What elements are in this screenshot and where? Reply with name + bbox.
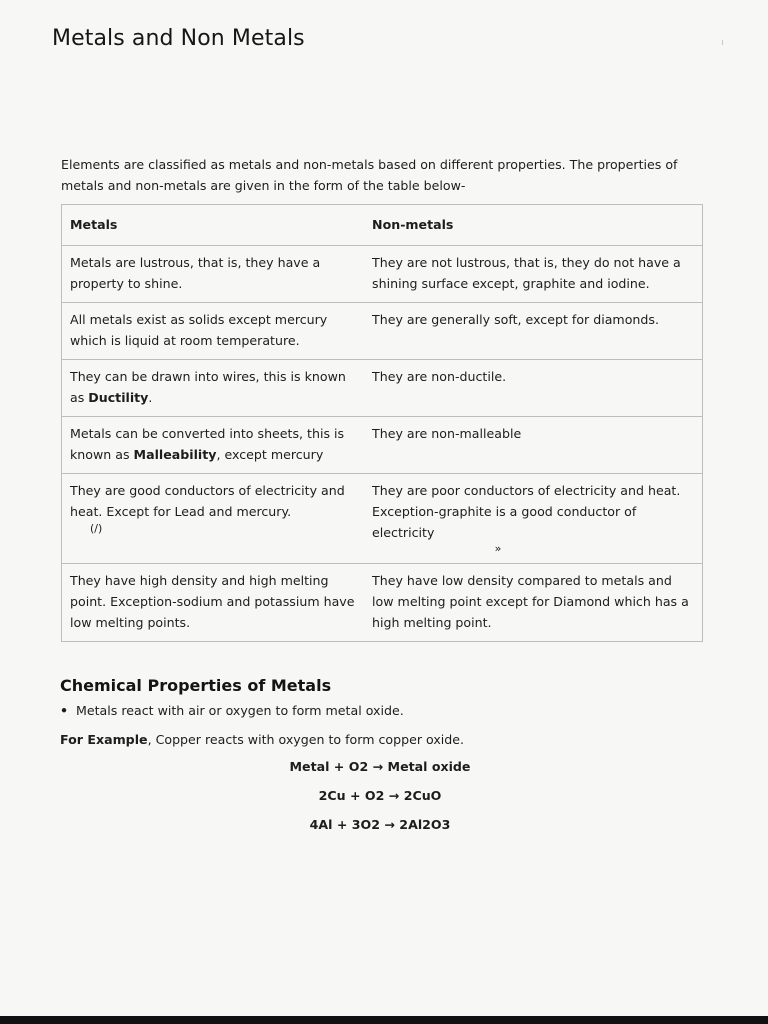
metal-cell bbox=[62, 303, 365, 360]
metal-cell bbox=[62, 474, 365, 564]
header-metals: Metals bbox=[62, 205, 365, 246]
table-row bbox=[62, 417, 703, 474]
nonmetal-cell: They are generally soft, except for diamonds. bbox=[364, 303, 702, 360]
equation-metal-oxide: Metal + O2 → Metal oxide bbox=[289, 759, 471, 774]
table-row bbox=[62, 303, 703, 360]
table-row bbox=[62, 360, 703, 417]
section-heading: Chemical Properties of Metals bbox=[60, 676, 332, 695]
equation-copper-oxide: 2Cu + O2 → 2CuO bbox=[318, 788, 442, 803]
table-row bbox=[62, 564, 703, 642]
page-corner-mark bbox=[722, 40, 723, 45]
nonmetal-cell: They have low density compared to metals and low melting point except for Diamond which has a high melting point. bbox=[364, 564, 702, 642]
metals-nonmetals-table bbox=[61, 204, 703, 642]
metal-text: All metals exist as solids except mercury which is liquid at room temperature. bbox=[70, 312, 328, 348]
metal-text: They have high density and high melting point. Exception-sodium and potassium have low melting points. bbox=[70, 573, 355, 630]
metal-text: Metals can be converted into sheets, this is known as bbox=[70, 426, 345, 462]
nonmetal-cell: They are not lustrous, that is, they do not have a shining surface except, graphite and iodine. bbox=[364, 246, 702, 303]
handwritten-mark: » bbox=[494, 542, 502, 555]
example-label: For Example bbox=[60, 732, 148, 747]
header-nonmetals: Non-metals bbox=[364, 205, 702, 246]
bullet-dot: • bbox=[60, 703, 69, 718]
metal-text: They are good conductors of electricity and heat. Except for Lead and mercury. bbox=[70, 483, 345, 519]
metal-text: They can be drawn into wires, this is known as bbox=[70, 369, 346, 405]
bullet-item bbox=[60, 700, 404, 721]
table-header-row bbox=[62, 205, 703, 246]
table-row bbox=[62, 474, 703, 564]
bullet-text: Metals react with air or oxygen to form metal oxide. bbox=[76, 703, 404, 718]
metal-text-end: , except mercury bbox=[216, 447, 324, 462]
example-line bbox=[60, 729, 464, 750]
malleability-term: Malleability bbox=[133, 447, 217, 462]
page-title: Metals and Non Metals bbox=[52, 26, 305, 51]
table-row bbox=[62, 246, 703, 303]
example-text: , Copper reacts with oxygen to form copper oxide. bbox=[147, 732, 465, 747]
metal-cell bbox=[62, 360, 365, 417]
nonmetal-cell: They are non-malleable bbox=[364, 417, 702, 474]
metal-cell bbox=[62, 564, 365, 642]
metal-cell bbox=[62, 417, 365, 474]
equation-aluminium-oxide: 4Al + 3O2 → 2Al2O3 bbox=[309, 817, 451, 832]
metal-text: Metals are lustrous, that is, they have a property to shine. bbox=[70, 255, 321, 291]
nonmetal-text: They are poor conductors of electricity and heat. Exception-graphite is a good conductor of electricity bbox=[372, 483, 681, 540]
handwritten-mark: (/) bbox=[90, 522, 103, 535]
nonmetal-cell bbox=[364, 474, 702, 564]
bottom-edge-bar bbox=[0, 1016, 768, 1024]
metal-cell bbox=[62, 246, 365, 303]
ductility-term: Ductility bbox=[88, 390, 149, 405]
intro-paragraph: Elements are classified as metals and non-metals based on different properties. The properties of metals and non-metals are given in the form of the table below- bbox=[61, 157, 678, 193]
nonmetal-cell: They are non-ductile. bbox=[364, 360, 702, 417]
metal-text-end: . bbox=[148, 390, 153, 405]
